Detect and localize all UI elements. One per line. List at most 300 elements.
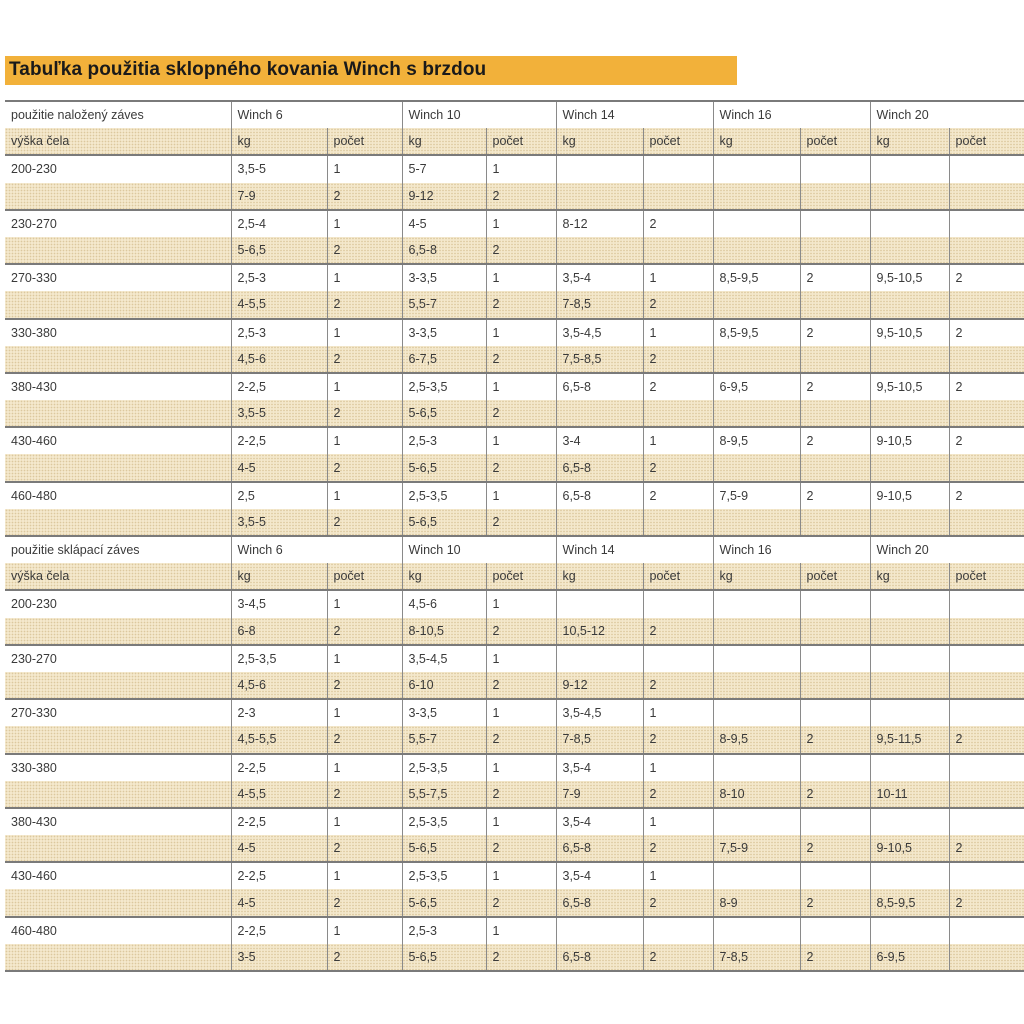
hinge-count-cell: 2: [327, 781, 402, 808]
hinge-count-cell: [800, 400, 870, 427]
kg-column-header: kg: [556, 563, 643, 590]
weight-kg-cell: [870, 808, 949, 835]
hinge-count-cell: [800, 237, 870, 264]
hinge-count-cell: 1: [486, 754, 556, 781]
weight-kg-cell: 9-10,5: [870, 835, 949, 862]
weight-kg-cell: [870, 400, 949, 427]
weight-kg-cell: 5-6,5: [231, 237, 327, 264]
hinge-count-cell: 2: [643, 618, 713, 645]
hinge-count-cell: 2: [486, 346, 556, 373]
hinge-count-cell: [800, 754, 870, 781]
hinge-count-cell: [800, 346, 870, 373]
count-column-header: počet: [643, 563, 713, 590]
hinge-count-cell: 1: [327, 210, 402, 237]
kg-column-header: kg: [556, 128, 643, 155]
hinge-count-cell: [949, 155, 1024, 182]
winch-model-label: Winch 6: [231, 101, 402, 128]
height-range-cell: [5, 781, 231, 808]
weight-kg-cell: 3,5-4: [556, 754, 643, 781]
hinge-count-cell: 2: [949, 264, 1024, 291]
table-row: [5, 618, 1024, 645]
kg-column-header: kg: [870, 563, 949, 590]
weight-kg-cell: [713, 454, 800, 481]
hinge-count-cell: 1: [327, 427, 402, 454]
hinge-count-cell: 2: [949, 319, 1024, 346]
weight-kg-cell: 4-5,5: [231, 781, 327, 808]
weight-kg-cell: [713, 509, 800, 536]
hinge-count-cell: 2: [949, 373, 1024, 400]
weight-kg-cell: 7-8,5: [556, 726, 643, 753]
weight-kg-cell: 2-2,5: [231, 917, 327, 944]
weight-kg-cell: 6,5-8: [556, 482, 643, 509]
hinge-count-cell: [800, 862, 870, 889]
weight-kg-cell: 7-9: [231, 183, 327, 210]
hinge-count-cell: 2: [486, 618, 556, 645]
weight-kg-cell: 2,5-3: [402, 427, 486, 454]
weight-kg-cell: 8-10: [713, 781, 800, 808]
hinge-count-cell: 2: [949, 427, 1024, 454]
weight-kg-cell: [713, 237, 800, 264]
table-row: [5, 210, 1024, 237]
weight-kg-cell: 8,5-9,5: [870, 889, 949, 916]
height-range-cell: [5, 509, 231, 536]
height-range-cell: [5, 944, 231, 971]
hinge-count-cell: [949, 590, 1024, 617]
weight-kg-cell: 4-5: [231, 835, 327, 862]
height-column-header: výška čela: [5, 563, 231, 590]
weight-kg-cell: 8-12: [556, 210, 643, 237]
hinge-count-cell: 2: [486, 944, 556, 971]
hinge-count-cell: [800, 672, 870, 699]
hinge-count-cell: 2: [643, 835, 713, 862]
count-column-header: počet: [949, 128, 1024, 155]
hinge-count-cell: 1: [486, 699, 556, 726]
weight-kg-cell: 3,5-4: [556, 264, 643, 291]
weight-kg-cell: 7-9: [556, 781, 643, 808]
weight-kg-cell: 4-5: [231, 889, 327, 916]
hinge-count-cell: 1: [327, 808, 402, 835]
weight-kg-cell: 6,5-8: [556, 835, 643, 862]
hinge-count-cell: [949, 944, 1024, 971]
weight-kg-cell: 2,5-3,5: [402, 808, 486, 835]
weight-kg-cell: [556, 509, 643, 536]
hinge-count-cell: 2: [800, 264, 870, 291]
winch-model-label: Winch 14: [556, 536, 713, 563]
weight-kg-cell: [713, 754, 800, 781]
hinge-count-cell: [949, 291, 1024, 318]
weight-kg-cell: 5-6,5: [402, 835, 486, 862]
hinge-count-cell: 2: [486, 781, 556, 808]
weight-kg-cell: 9-12: [556, 672, 643, 699]
winch-model-label: Winch 20: [870, 536, 1024, 563]
hinge-count-cell: [949, 210, 1024, 237]
hinge-count-cell: [800, 699, 870, 726]
winch-model-label: Winch 6: [231, 536, 402, 563]
hinge-count-cell: 2: [643, 373, 713, 400]
weight-kg-cell: 2,5: [231, 482, 327, 509]
weight-kg-cell: 9-12: [402, 183, 486, 210]
hinge-count-cell: 2: [643, 454, 713, 481]
hinge-count-cell: [949, 699, 1024, 726]
winch-model-label: Winch 16: [713, 101, 870, 128]
hinge-count-cell: 2: [643, 889, 713, 916]
weight-kg-cell: 3,5-4: [556, 808, 643, 835]
weight-kg-cell: 7-8,5: [713, 944, 800, 971]
weight-kg-cell: 3-4,5: [231, 590, 327, 617]
hinge-count-cell: [800, 210, 870, 237]
weight-kg-cell: 5-6,5: [402, 509, 486, 536]
hinge-count-cell: [800, 291, 870, 318]
hinge-count-cell: 1: [486, 482, 556, 509]
weight-kg-cell: 2,5-3,5: [402, 754, 486, 781]
hinge-count-cell: 2: [486, 726, 556, 753]
height-range-cell: [5, 291, 231, 318]
weight-kg-cell: [713, 862, 800, 889]
table-row: [5, 509, 1024, 536]
count-column-header: počet: [327, 563, 402, 590]
hinge-count-cell: 2: [643, 482, 713, 509]
weight-kg-cell: [870, 754, 949, 781]
table-row: [5, 346, 1024, 373]
hinge-count-cell: 1: [327, 645, 402, 672]
weight-kg-cell: 2,5-3: [231, 264, 327, 291]
hinge-count-cell: 2: [327, 618, 402, 645]
hinge-count-cell: 1: [486, 210, 556, 237]
count-column-header: počet: [486, 563, 556, 590]
height-range-cell: 380-430: [5, 373, 231, 400]
hinge-count-cell: [643, 509, 713, 536]
hinge-count-cell: 2: [486, 400, 556, 427]
height-column-header: výška čela: [5, 128, 231, 155]
weight-kg-cell: 4,5-6: [231, 346, 327, 373]
weight-kg-cell: 6,5-8: [556, 373, 643, 400]
weight-kg-cell: 3,5-4,5: [402, 645, 486, 672]
weight-kg-cell: 6,5-8: [402, 237, 486, 264]
weight-kg-cell: [713, 400, 800, 427]
hinge-count-cell: 2: [800, 889, 870, 916]
hinge-count-cell: 1: [643, 319, 713, 346]
weight-kg-cell: 3,5-5: [231, 155, 327, 182]
hinge-count-cell: [800, 509, 870, 536]
usage-label: použitie sklápací záves: [5, 536, 231, 563]
weight-kg-cell: 4,5-5,5: [231, 726, 327, 753]
hinge-count-cell: 2: [327, 944, 402, 971]
height-range-cell: 230-270: [5, 210, 231, 237]
height-range-cell: 380-430: [5, 808, 231, 835]
hinge-count-cell: 2: [800, 944, 870, 971]
hinge-count-cell: 2: [327, 889, 402, 916]
height-range-cell: 430-460: [5, 862, 231, 889]
weight-kg-cell: 8-10,5: [402, 618, 486, 645]
table-row: [5, 862, 1024, 889]
hinge-count-cell: 1: [327, 373, 402, 400]
height-range-cell: [5, 618, 231, 645]
height-range-cell: 270-330: [5, 699, 231, 726]
hinge-count-cell: [949, 509, 1024, 536]
table-row: [5, 726, 1024, 753]
weight-kg-cell: 6-9,5: [870, 944, 949, 971]
kg-column-header: kg: [870, 128, 949, 155]
height-range-cell: 270-330: [5, 264, 231, 291]
hinge-count-cell: 2: [643, 944, 713, 971]
height-range-cell: 200-230: [5, 155, 231, 182]
hinge-count-cell: [643, 590, 713, 617]
weight-kg-cell: 2-2,5: [231, 427, 327, 454]
hinge-count-cell: 1: [327, 319, 402, 346]
count-column-header: počet: [643, 128, 713, 155]
weight-kg-cell: 2,5-3: [402, 917, 486, 944]
height-range-cell: [5, 835, 231, 862]
weight-kg-cell: 3-3,5: [402, 319, 486, 346]
weight-kg-cell: [713, 291, 800, 318]
hinge-count-cell: [800, 645, 870, 672]
kg-column-header: kg: [713, 563, 800, 590]
weight-kg-cell: 5,5-7: [402, 726, 486, 753]
weight-kg-cell: 5-7: [402, 155, 486, 182]
weight-kg-cell: 6,5-8: [556, 454, 643, 481]
weight-kg-cell: 3,5-5: [231, 400, 327, 427]
weight-kg-cell: [713, 183, 800, 210]
hinge-count-cell: [643, 400, 713, 427]
hinge-count-cell: 2: [949, 835, 1024, 862]
weight-kg-cell: 4-5: [231, 454, 327, 481]
weight-kg-cell: 7-8,5: [556, 291, 643, 318]
weight-kg-cell: 4-5: [402, 210, 486, 237]
weight-kg-cell: 2,5-3,5: [231, 645, 327, 672]
table-row: [5, 754, 1024, 781]
weight-kg-cell: [713, 699, 800, 726]
hinge-count-cell: [643, 917, 713, 944]
hinge-count-cell: 1: [643, 264, 713, 291]
weight-kg-cell: [870, 917, 949, 944]
weight-kg-cell: 9,5-10,5: [870, 319, 949, 346]
section-header-row: [5, 536, 1024, 563]
weight-kg-cell: 10,5-12: [556, 618, 643, 645]
table-row: [5, 917, 1024, 944]
weight-kg-cell: [870, 590, 949, 617]
hinge-count-cell: 1: [643, 699, 713, 726]
usage-label: použitie naložený záves: [5, 101, 231, 128]
count-column-header: počet: [800, 128, 870, 155]
hinge-count-cell: 2: [327, 509, 402, 536]
weight-kg-cell: 3-5: [231, 944, 327, 971]
hinge-count-cell: 2: [800, 427, 870, 454]
hinge-count-cell: 1: [486, 645, 556, 672]
weight-kg-cell: [870, 862, 949, 889]
weight-kg-cell: 7,5-9: [713, 835, 800, 862]
hinge-count-cell: 2: [327, 835, 402, 862]
hinge-count-cell: [949, 454, 1024, 481]
kg-column-header: kg: [231, 563, 327, 590]
table-row: [5, 835, 1024, 862]
hinge-count-cell: 1: [643, 862, 713, 889]
count-column-header: počet: [327, 128, 402, 155]
table-row: [5, 482, 1024, 509]
hinge-count-cell: [949, 618, 1024, 645]
hinge-count-cell: [800, 618, 870, 645]
hinge-count-cell: 2: [327, 291, 402, 318]
hinge-count-cell: 2: [800, 835, 870, 862]
hinge-count-cell: 1: [327, 754, 402, 781]
hinge-count-cell: 1: [643, 808, 713, 835]
weight-kg-cell: 2-2,5: [231, 862, 327, 889]
height-range-cell: [5, 237, 231, 264]
hinge-count-cell: [949, 754, 1024, 781]
hinge-count-cell: 2: [327, 237, 402, 264]
height-range-cell: 460-480: [5, 482, 231, 509]
weight-kg-cell: [556, 183, 643, 210]
weight-kg-cell: 3-3,5: [402, 699, 486, 726]
height-range-cell: 200-230: [5, 590, 231, 617]
table-row: [5, 155, 1024, 182]
weight-kg-cell: 5-6,5: [402, 400, 486, 427]
hinge-count-cell: 1: [327, 917, 402, 944]
weight-kg-cell: [870, 672, 949, 699]
weight-kg-cell: 6-9,5: [713, 373, 800, 400]
hinge-count-cell: [643, 237, 713, 264]
hinge-count-cell: 2: [643, 210, 713, 237]
weight-kg-cell: 6-8: [231, 618, 327, 645]
hinge-count-cell: 2: [486, 291, 556, 318]
hinge-count-cell: 2: [486, 183, 556, 210]
count-column-header: počet: [949, 563, 1024, 590]
hinge-count-cell: 1: [486, 917, 556, 944]
weight-kg-cell: 2,5-3: [231, 319, 327, 346]
weight-kg-cell: 3,5-4: [556, 862, 643, 889]
hinge-count-cell: 2: [949, 482, 1024, 509]
weight-kg-cell: 8-9,5: [713, 427, 800, 454]
height-range-cell: 230-270: [5, 645, 231, 672]
weight-kg-cell: 5-6,5: [402, 889, 486, 916]
table-row: [5, 699, 1024, 726]
hinge-count-cell: 1: [486, 155, 556, 182]
weight-kg-cell: [556, 645, 643, 672]
weight-kg-cell: [870, 699, 949, 726]
weight-kg-cell: 6-7,5: [402, 346, 486, 373]
hinge-count-cell: 1: [327, 590, 402, 617]
weight-kg-cell: [713, 645, 800, 672]
weight-kg-cell: [870, 183, 949, 210]
weight-kg-cell: 4,5-6: [231, 672, 327, 699]
height-range-cell: [5, 400, 231, 427]
height-range-cell: 430-460: [5, 427, 231, 454]
hinge-count-cell: [949, 917, 1024, 944]
hinge-count-cell: [949, 183, 1024, 210]
weight-kg-cell: 2,5-3,5: [402, 482, 486, 509]
height-range-cell: [5, 454, 231, 481]
table-row: [5, 373, 1024, 400]
hinge-count-cell: 2: [800, 482, 870, 509]
hinge-count-cell: [949, 645, 1024, 672]
kg-column-header: kg: [231, 128, 327, 155]
weight-kg-cell: 4-5,5: [231, 291, 327, 318]
weight-kg-cell: [713, 590, 800, 617]
hinge-count-cell: 2: [327, 454, 402, 481]
weight-kg-cell: [556, 917, 643, 944]
weight-kg-cell: 6,5-8: [556, 944, 643, 971]
hinge-count-cell: 1: [486, 264, 556, 291]
weight-kg-cell: [713, 346, 800, 373]
weight-kg-cell: 9-10,5: [870, 427, 949, 454]
table-row: [5, 264, 1024, 291]
hinge-count-cell: [800, 454, 870, 481]
table-row: [5, 672, 1024, 699]
weight-kg-cell: 7,5-9: [713, 482, 800, 509]
kg-column-header: kg: [402, 128, 486, 155]
weight-kg-cell: [713, 155, 800, 182]
height-range-cell: [5, 183, 231, 210]
table-row: [5, 590, 1024, 617]
column-header-row: [5, 128, 1024, 155]
weight-kg-cell: 8,5-9,5: [713, 264, 800, 291]
hinge-count-cell: 1: [643, 427, 713, 454]
table-row: [5, 319, 1024, 346]
weight-kg-cell: 8-9: [713, 889, 800, 916]
weight-kg-cell: 3-3,5: [402, 264, 486, 291]
hinge-count-cell: 2: [643, 291, 713, 318]
hinge-count-cell: [949, 672, 1024, 699]
weight-kg-cell: 9,5-10,5: [870, 373, 949, 400]
count-column-header: počet: [486, 128, 556, 155]
weight-kg-cell: 2-2,5: [231, 808, 327, 835]
table-row: [5, 645, 1024, 672]
winch-model-label: Winch 10: [402, 536, 556, 563]
weight-kg-cell: [870, 509, 949, 536]
count-column-header: počet: [800, 563, 870, 590]
hinge-count-cell: [949, 808, 1024, 835]
hinge-count-cell: [800, 155, 870, 182]
hinge-count-cell: 2: [327, 400, 402, 427]
weight-kg-cell: [556, 237, 643, 264]
winch-usage-table: [5, 100, 1024, 972]
weight-kg-cell: [713, 808, 800, 835]
winch-model-label: Winch 20: [870, 101, 1024, 128]
weight-kg-cell: 2-2,5: [231, 754, 327, 781]
kg-column-header: kg: [402, 563, 486, 590]
hinge-count-cell: 2: [949, 726, 1024, 753]
weight-kg-cell: [556, 590, 643, 617]
height-range-cell: [5, 889, 231, 916]
hinge-count-cell: 1: [486, 808, 556, 835]
weight-kg-cell: [870, 645, 949, 672]
hinge-count-cell: [949, 862, 1024, 889]
hinge-count-cell: 2: [486, 237, 556, 264]
hinge-count-cell: [800, 808, 870, 835]
hinge-count-cell: 2: [327, 672, 402, 699]
weight-kg-cell: 5-6,5: [402, 944, 486, 971]
weight-kg-cell: [870, 237, 949, 264]
hinge-count-cell: 2: [327, 183, 402, 210]
weight-kg-cell: 9-10,5: [870, 482, 949, 509]
height-range-cell: 330-380: [5, 754, 231, 781]
weight-kg-cell: 3,5-4,5: [556, 319, 643, 346]
hinge-count-cell: [643, 183, 713, 210]
column-header-row: [5, 563, 1024, 590]
table-title-bar: [5, 56, 737, 85]
weight-kg-cell: [556, 155, 643, 182]
height-range-cell: 460-480: [5, 917, 231, 944]
hinge-count-cell: 2: [643, 726, 713, 753]
hinge-count-cell: [949, 400, 1024, 427]
hinge-count-cell: 2: [800, 726, 870, 753]
table-row: [5, 291, 1024, 318]
weight-kg-cell: 4,5-6: [402, 590, 486, 617]
weight-kg-cell: 5-6,5: [402, 454, 486, 481]
hinge-count-cell: 1: [486, 427, 556, 454]
hinge-count-cell: 2: [327, 346, 402, 373]
hinge-count-cell: 2: [327, 726, 402, 753]
weight-kg-cell: 5,5-7: [402, 291, 486, 318]
